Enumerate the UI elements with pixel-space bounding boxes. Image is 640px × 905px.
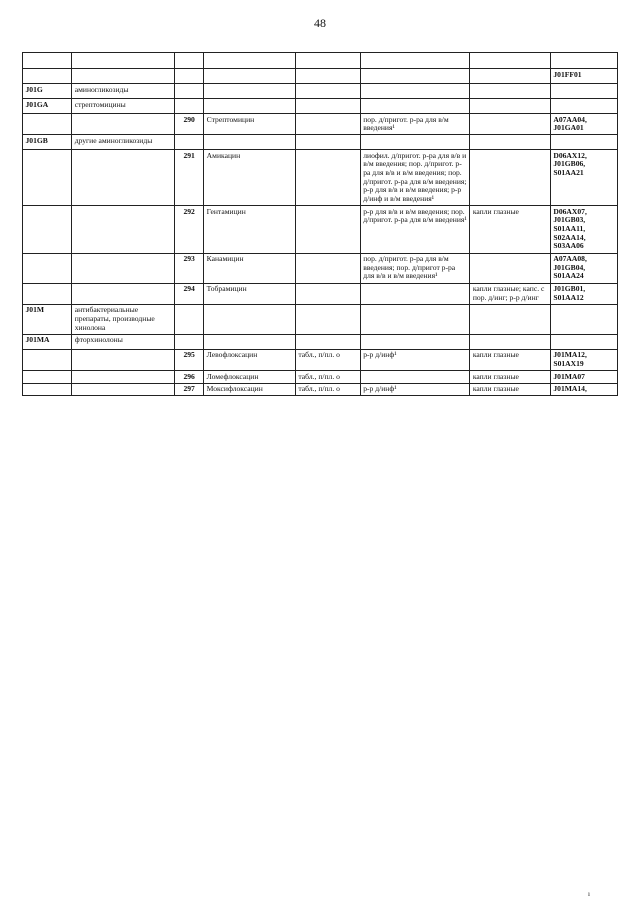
- drug-name-cell: Стрептомицин: [204, 114, 296, 135]
- injection-form-cell: [360, 99, 470, 114]
- atc-code-cell: J01MA: [23, 334, 72, 349]
- other-form-cell: капли глазные: [470, 349, 551, 370]
- oral-form-cell: [295, 206, 360, 253]
- atc-code-cell: J01G: [23, 84, 72, 99]
- number-cell: [175, 84, 204, 99]
- table-row: [23, 206, 618, 253]
- other-form-cell: капли глазные: [470, 371, 551, 384]
- group-cell: [72, 114, 175, 135]
- injection-form-cell: [360, 69, 470, 84]
- injection-form-cell: [360, 304, 470, 334]
- atc-codes-cell: A07AA04, J01GA01: [550, 114, 617, 135]
- injection-form-cell: р-р для в/в и в/м введения; пор. д/пригот. р-ра для в/м введения¹: [360, 206, 470, 253]
- drug-name-cell: Моксифлоксацин: [204, 383, 296, 396]
- oral-form-cell: [295, 304, 360, 334]
- group-cell: [72, 150, 175, 206]
- table-row: [23, 114, 618, 135]
- atc-code-cell: [23, 114, 72, 135]
- atc-codes-cell: [550, 334, 617, 349]
- drug-name-cell: Ломефлоксацин: [204, 371, 296, 384]
- injection-form-cell: р-р д/инф¹: [360, 349, 470, 370]
- header-cell: [175, 53, 204, 69]
- group-cell: другие аминогликозиды: [72, 135, 175, 150]
- other-form-cell: [470, 69, 551, 84]
- oral-form-cell: [295, 69, 360, 84]
- atc-code-cell: [23, 69, 72, 84]
- drug-name-cell: [204, 334, 296, 349]
- group-cell: [72, 349, 175, 370]
- injection-form-cell: [360, 135, 470, 150]
- table-row: [23, 69, 618, 84]
- group-cell: антибактериальные препараты, производные хинолона: [72, 304, 175, 334]
- atc-codes-cell: J01GB01, S01AA12: [550, 283, 617, 304]
- group-cell: [72, 371, 175, 384]
- group-cell: [72, 206, 175, 253]
- oral-form-cell: [295, 135, 360, 150]
- number-cell: [175, 334, 204, 349]
- drug-name-cell: [204, 304, 296, 334]
- other-form-cell: капли глазные: [470, 383, 551, 396]
- atc-codes-cell: J01MA12, S01AX19: [550, 349, 617, 370]
- header-cell: [360, 53, 470, 69]
- other-form-cell: [470, 334, 551, 349]
- drug-table: [22, 52, 618, 396]
- number-cell: [175, 135, 204, 150]
- drug-name-cell: Амикацин: [204, 150, 296, 206]
- number-cell: 295: [175, 349, 204, 370]
- header-cell: [204, 53, 296, 69]
- number-cell: 290: [175, 114, 204, 135]
- atc-codes-cell: J01FF01: [550, 69, 617, 84]
- group-cell: [72, 383, 175, 396]
- atc-codes-cell: [550, 135, 617, 150]
- group-cell: [72, 283, 175, 304]
- number-cell: 291: [175, 150, 204, 206]
- atc-code-cell: [23, 150, 72, 206]
- atc-codes-cell: D06AX07, J01GB03, S01AA11, S02AA14, S03AA06: [550, 206, 617, 253]
- atc-code-cell: [23, 283, 72, 304]
- table-row: [23, 383, 618, 396]
- atc-codes-cell: D06AX12, J01GB06, S01AA21: [550, 150, 617, 206]
- footer-mark: ı: [588, 890, 590, 898]
- oral-form-cell: табл., п/пл. о: [295, 349, 360, 370]
- group-cell: [72, 253, 175, 283]
- atc-code-cell: J01GB: [23, 135, 72, 150]
- number-cell: 292: [175, 206, 204, 253]
- drug-name-cell: Тобрамицин: [204, 283, 296, 304]
- number-cell: [175, 304, 204, 334]
- group-cell: стрептомицины: [72, 99, 175, 114]
- group-cell: [72, 69, 175, 84]
- table-container: [22, 52, 618, 872]
- oral-form-cell: [295, 283, 360, 304]
- injection-form-cell: [360, 84, 470, 99]
- oral-form-cell: табл., п/пл. о: [295, 383, 360, 396]
- drug-name-cell: [204, 84, 296, 99]
- number-cell: [175, 69, 204, 84]
- table-row: [23, 349, 618, 370]
- other-form-cell: [470, 150, 551, 206]
- atc-codes-cell: [550, 99, 617, 114]
- header-cell: [470, 53, 551, 69]
- drug-name-cell: Левофлоксацин: [204, 349, 296, 370]
- drug-name-cell: [204, 69, 296, 84]
- header-row: [23, 53, 618, 69]
- table-row: [23, 283, 618, 304]
- number-cell: 293: [175, 253, 204, 283]
- table-row: [23, 84, 618, 99]
- oral-form-cell: [295, 84, 360, 99]
- injection-form-cell: [360, 334, 470, 349]
- oral-form-cell: [295, 253, 360, 283]
- other-form-cell: капли глазные; капс. с пор. д/инг; р-р д/инг: [470, 283, 551, 304]
- injection-form-cell: [360, 371, 470, 384]
- oral-form-cell: [295, 99, 360, 114]
- other-form-cell: [470, 84, 551, 99]
- other-form-cell: капли глазные: [470, 206, 551, 253]
- table-row: [23, 371, 618, 384]
- number-cell: 297: [175, 383, 204, 396]
- atc-codes-cell: [550, 84, 617, 99]
- other-form-cell: [470, 253, 551, 283]
- atc-code-cell: J01GA: [23, 99, 72, 114]
- number-cell: 296: [175, 371, 204, 384]
- atc-code-cell: [23, 371, 72, 384]
- header-cell: [550, 53, 617, 69]
- number-cell: [175, 99, 204, 114]
- atc-code-cell: [23, 253, 72, 283]
- atc-code-cell: [23, 349, 72, 370]
- number-cell: 294: [175, 283, 204, 304]
- oral-form-cell: [295, 150, 360, 206]
- injection-form-cell: пор. д/пригот. р-ра для в/м введения¹: [360, 114, 470, 135]
- drug-name-cell: Гентамицин: [204, 206, 296, 253]
- table-row: [23, 334, 618, 349]
- other-form-cell: [470, 135, 551, 150]
- other-form-cell: [470, 304, 551, 334]
- atc-codes-cell: A07AA08, J01GB04, S01AA24: [550, 253, 617, 283]
- header-cell: [295, 53, 360, 69]
- atc-code-cell: [23, 206, 72, 253]
- atc-codes-cell: J01MA07: [550, 371, 617, 384]
- other-form-cell: [470, 99, 551, 114]
- injection-form-cell: лиофил. д/пригот. р-ра для в/в и в/м введения; пор. д/пригот. р-ра для в/в и в/м введения; пор. д/пригот. р-ра для в/м введения; р-р для в/в и в/м введения; р-р д/инф и в/м введения¹: [360, 150, 470, 206]
- other-form-cell: [470, 114, 551, 135]
- atc-codes-cell: J01MA14,: [550, 383, 617, 396]
- page-number: 48: [314, 16, 326, 30]
- table-row: [23, 150, 618, 206]
- header-cell: [23, 53, 72, 69]
- drug-name-cell: Канамицин: [204, 253, 296, 283]
- drug-name-cell: [204, 135, 296, 150]
- oral-form-cell: [295, 114, 360, 135]
- table-row: [23, 253, 618, 283]
- oral-form-cell: табл., п/пл. о: [295, 371, 360, 384]
- atc-code-cell: [23, 383, 72, 396]
- table-row: [23, 135, 618, 150]
- injection-form-cell: [360, 283, 470, 304]
- header-cell: [72, 53, 175, 69]
- injection-form-cell: пор. д/пригот. р-ра для в/м введения; пор. д/пригот р-ра для в/в и в/м введения¹: [360, 253, 470, 283]
- injection-form-cell: р-р д/инф¹: [360, 383, 470, 396]
- table-row: [23, 99, 618, 114]
- atc-code-cell: J01M: [23, 304, 72, 334]
- group-cell: фторхинолоны: [72, 334, 175, 349]
- atc-codes-cell: [550, 304, 617, 334]
- oral-form-cell: [295, 334, 360, 349]
- group-cell: аминогликозиды: [72, 84, 175, 99]
- drug-name-cell: [204, 99, 296, 114]
- table-row: [23, 304, 618, 334]
